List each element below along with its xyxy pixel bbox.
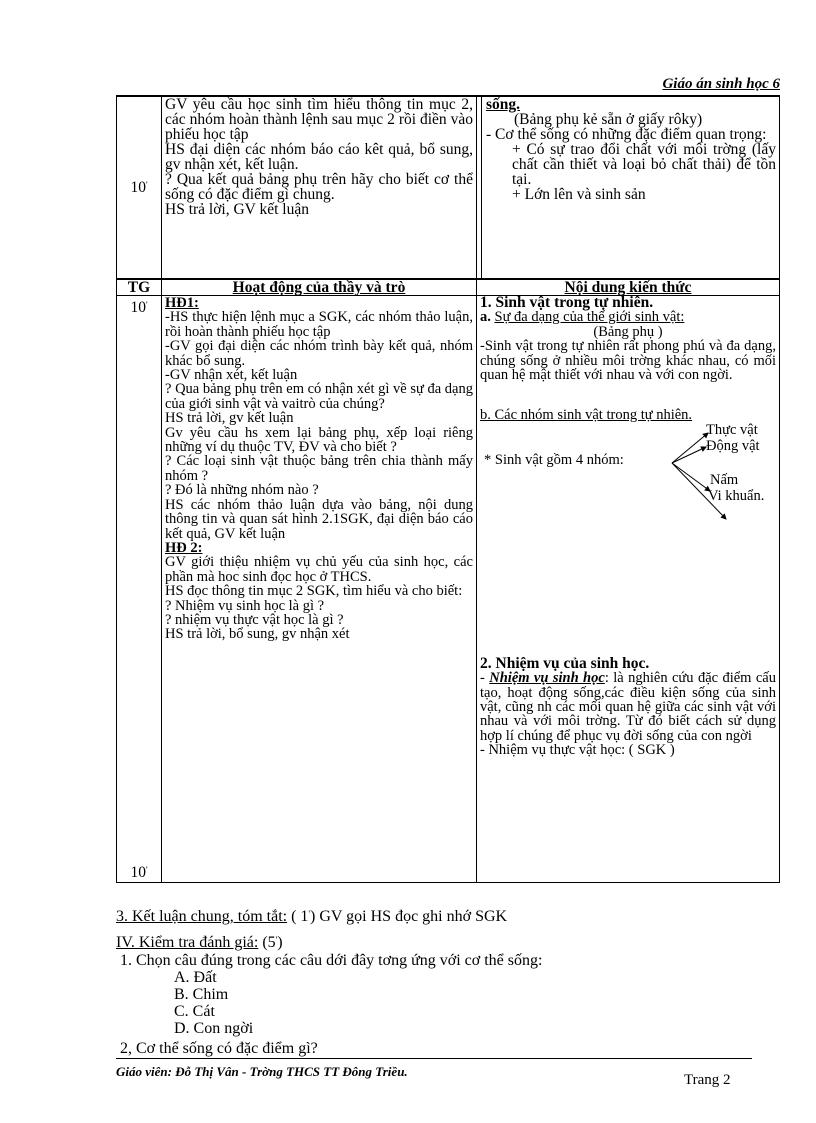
activity-line: HS trả lời, gv kết luận [165, 410, 294, 427]
content-cell: 1. Sinh vật trong tự nhiên. a. Sự đa dạng của thế giới sinh vật: (Bảng phụ ) -Sinh vật trong tự nhiên rất phong phú và đa dạng, chúng sống ở nhiều môi trờng khác nhau, có mối quan hệ mật thiết với nhau và với con ngời. b. Các nhóm sinh vật trong tự nhiên. * Sinh vật gồm 4 nhóm: Thực vật Động vật Nấm Vi khuẩn. 2. Nhiệm vụ của sinh học. - Nhiệm vụ sinh học: là nghiên cứu đặc điểm cấu tạo, hoạt động sống,các điều kiện sống của sinh vật, cũng nh các mối quan hệ giữa các sinh vật với nhau và với môi trờng. Từ đó biết cách sử dụng hợp lí chúng để phục vụ đời sống của con ngời - Nhiệm vụ thực vật học: ( SGK ) [477, 296, 780, 883]
activity-line: -HS thực hiện lệnh mục a SGK, các nhóm thảo luận, rồi hoàn thành phiếu học tập [165, 309, 473, 340]
lesson-table-continued [116, 96, 780, 279]
section1a-note: (Bảng phụ ) [593, 323, 663, 340]
time-cell: 10' 10' [117, 296, 162, 883]
activity-line: ? Các loại sinh vật thuộc bảng trên chia thành mấy nhóm ? [165, 453, 473, 484]
content-bullet: + Có sự trao đổi chất với môi trờng (lấy chất cần thiết và loại bỏ chất thải) để tồn tại. [512, 141, 776, 188]
groups-diagram [480, 423, 776, 529]
document-header-title: Giáo án sinh học 6 [662, 76, 780, 92]
activity-line: GV giới thiệu nhiệm vụ chủ yếu của sinh học, các phần mà hoc sinh đọc học ở THCS. [165, 554, 473, 585]
activity-cell [162, 97, 477, 279]
branch-arrows-icon [660, 423, 740, 529]
hd1-title: HĐ1: [165, 295, 199, 311]
group-fungi: Nấm [710, 471, 739, 488]
column-header-activity: Hoạt động của thầy và trò [162, 280, 477, 296]
section2-plant: - Nhiệm vụ thực vật học: ( SGK ) [480, 742, 675, 759]
question-2: 2, Cơ thể sống có đặc điểm gì? [120, 1040, 318, 1057]
activity-line: ? Qua bảng phụ trên em có nhận xét gì về sự đa dạng của giới sinh vật và vaitrò của chúng? [165, 381, 473, 412]
time-value: 10 [130, 299, 146, 316]
content-bullet: + Lớn lên và sinh sản [512, 186, 646, 203]
lesson-table [116, 279, 780, 883]
assessment-line: IV. Kiểm tra đánh giá: (5') [116, 934, 283, 951]
activity-line: ? Đó là những nhóm nào ? [165, 482, 319, 499]
section1b-title: b. Các nhóm sinh vật trong tự nhiên. [480, 407, 693, 424]
section2-text: : là nghiên cứu đặc điểm cấu tạo, hoạt động sống,các điều kiện sống của sinh vật, cũng nh các mối quan hệ giữa các sinh vật với nhau và với môi trờng. Từ đó biết cách sử dụng hợp lí chúng để phục vụ đời sống của con ngời [480, 670, 776, 744]
activity-line: ? Nhiệm vụ sinh học là gì ? [165, 597, 325, 614]
footer-teacher: Giáo viên: Đỗ Thị Vân - Trờng THCS TT Đông Triều. [116, 1064, 408, 1079]
answer-d: D. Con ngời [174, 1020, 254, 1037]
column-header-content: Nội dung kiến thức [477, 280, 780, 296]
answer-b: B. Chim [174, 986, 229, 1003]
activity-line: HS đọc thông tin mục 2 SGK, tìm hiểu và cho biết: [165, 583, 463, 600]
section1-title: 1. Sinh vật trong tự nhiên. [480, 294, 654, 311]
content-cell [477, 97, 780, 279]
assessment-label: IV. Kiểm tra đánh giá: [116, 934, 259, 951]
group-plants: Thực vật [706, 421, 758, 438]
content-note: (Bảng phụ kẻ sẵn ở giấy rôky) [514, 111, 703, 128]
section2-title: 2. Nhiệm vụ của sinh học. [480, 654, 650, 672]
time-value: 10 [130, 864, 146, 881]
answer-a: A. Đất [174, 969, 217, 986]
group-animals: Động vật [706, 437, 760, 454]
section2-term: Nhiệm vụ sinh học [489, 670, 605, 687]
answer-c: C. Cát [174, 1003, 215, 1020]
footer-divider [116, 1058, 752, 1059]
activity-line: Gv yêu cầu hs xem lại bảng phụ, xếp loại riêng những ví dụ thuộc TV, ĐV và cho biết ? [165, 424, 473, 456]
time-value: 10 [130, 179, 146, 196]
activity-line: HS các nhóm thảo luận dựa vào bảng, nội dung thông tin và quan sát hình 2.1SGK, đại diện báo cáo kết quả, GV kết luận [165, 496, 473, 542]
conclusion-line: 3. Kết luận chung, tóm tắt: ( 1') GV gọi HS đọc ghi nhớ SGK [116, 908, 508, 925]
activity-line: HS trả lời, bổ sung, gv nhận xét [165, 626, 350, 643]
question-1: 1. Chọn câu đúng trong các câu dới đây tơng ứng với cơ thể sống: [120, 952, 543, 969]
activity-line: HS đại diện các nhóm báo cáo kêt quả, bổ sung, gv nhận xét, kết luận. [165, 141, 473, 173]
conclusion-label: 3. Kết luận chung, tóm tắt: [116, 908, 288, 925]
content-heading: sống. [486, 96, 521, 113]
conclusion-text: GV gọi HS đọc ghi nhớ SGK [319, 908, 508, 925]
hd2-title: HĐ 2: [165, 539, 203, 556]
section1a-text: -Sinh vật trong tự nhiên rất phong phú và đa dạng, chúng sống ở nhiều môi trờng khác nhau, có mối quan hệ mật thiết với nhau và với con ngời. [480, 338, 776, 384]
activity-line: ? nhiệm vụ thực vật học là gì ? [165, 611, 344, 628]
column-header-tg: TG [117, 280, 162, 296]
activity-line: -GV nhận xét, kết luận [165, 367, 298, 384]
activity-line: ? Qua kết quả bảng phụ trên hãy cho biết cơ thể sống có đặc điểm gì chung. [165, 171, 473, 203]
group-bacteria: Vi khuẩn. [708, 487, 765, 504]
time-cell: 10' [117, 97, 162, 279]
section1a-title: Sự đa dạng của thế giới sinh vật: [494, 309, 685, 326]
groups-lead: * Sinh vật gồm 4 nhóm: [484, 451, 624, 468]
activity-line: GV yêu cầu học sinh tìm hiểu thông tin mục 2, các nhóm hoàn thành lệnh sau mục 2 rồi điền vào phiếu học tập [165, 96, 473, 143]
activity-cell [162, 296, 477, 883]
page-number: Trang 2 [684, 1072, 731, 1088]
content-line: - Cơ thể sống có những đặc điểm quan trọng: [486, 126, 767, 143]
activity-line: -GV gọi đại diện các nhóm trình bày kết quả, nhóm khác bổ sung. [165, 338, 473, 369]
activity-line: HS trả lời, GV kết luận [165, 201, 309, 218]
